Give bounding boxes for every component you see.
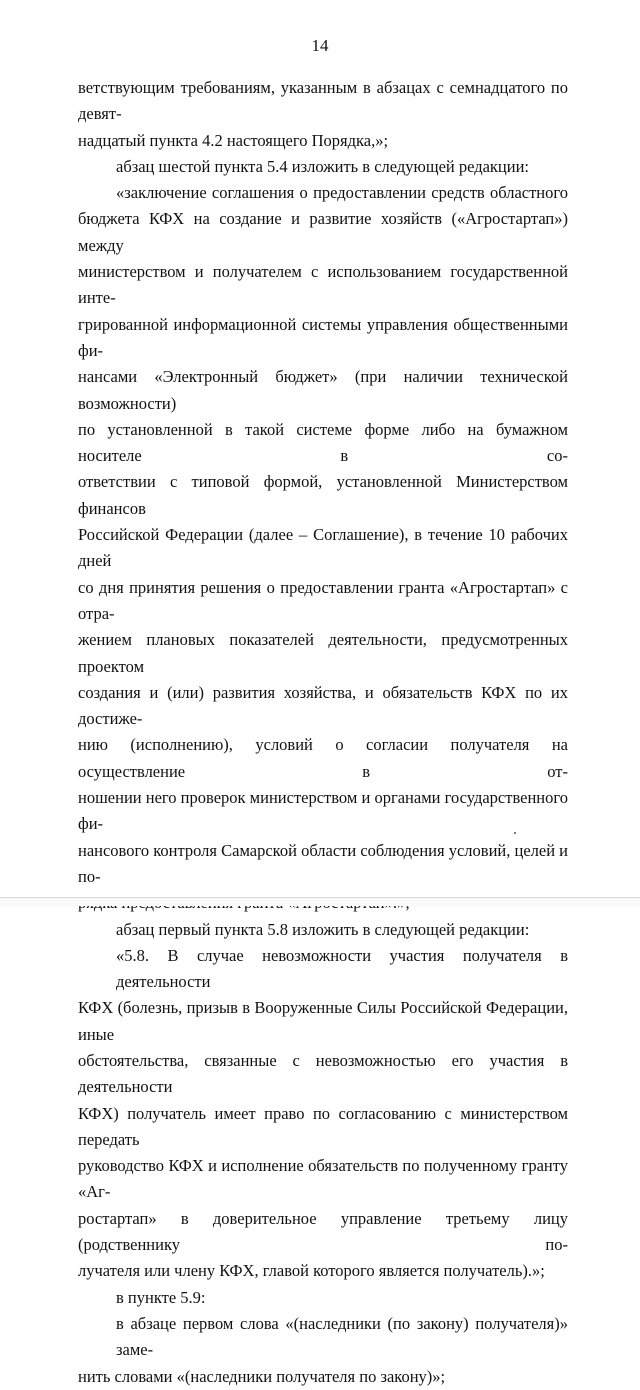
- text-line: обстоятельства, связанные с невозможностью его участия в деятельности: [78, 1050, 568, 1097]
- paragraph: [78, 943, 568, 1285]
- text-line: надцатый пункта 4.2 настоящего Порядка,»;: [78, 130, 389, 150]
- text-line: жением плановых показателей деятельности, предусмотренных проектом: [78, 630, 568, 676]
- text-line: руководство КФХ и исполнение обязательств по полученному гранту «Аг-: [78, 1156, 568, 1202]
- text-line: нансового контроля Самарской области соблюдения условий, целей и по-: [78, 840, 568, 886]
- paragraph: [78, 154, 568, 180]
- paragraph: [78, 1285, 568, 1311]
- text-line: создания и (или) развития хозяйства, и обязательств КФХ по их достиже-: [78, 682, 568, 729]
- paragraph: [78, 917, 568, 943]
- text-line: ростартап» в доверительное управление третьему лицу (родственнику по-: [78, 1208, 568, 1255]
- paragraph: [78, 75, 568, 154]
- text-line: нить словами «(наследники получателя по закону)»;: [78, 1366, 446, 1386]
- text-line: нию (исполнению), условий о согласии получателя на осуществление в от-: [78, 735, 568, 781]
- text-line: ношении него проверок министерством и органами государственного фи-: [78, 788, 568, 834]
- text-line: ветствующим требованиям, указанным в абзацах с семнадцатого по девят-: [78, 78, 568, 124]
- text-line: «5.8. В случае невозможности участия получателя в деятельности: [116, 945, 568, 992]
- document-body: [78, 75, 568, 1390]
- text-line: по установленной в такой системе форме либо на бумажном носителе в со-: [78, 419, 568, 466]
- text-line: в пункте 5.9:: [116, 1287, 206, 1307]
- text-line: абзац шестой пункта 5.4 изложить в следующей редакции:: [116, 156, 530, 176]
- text-line: ответствии с типовой формой, установленной Министерством финансов: [78, 472, 568, 518]
- text-line: Российской Федерации (далее – Соглашение), в течение 10 рабочих дней: [78, 525, 568, 571]
- text-line: в абзаце первом слова «(наследники (по закону) получателя)» заме-: [116, 1313, 568, 1360]
- text-line: министерством и получателем с использованием государственной инте-: [78, 262, 568, 308]
- paragraph: [78, 180, 568, 916]
- text-line: абзац первый пункта 5.8 изложить в следующей редакции:: [116, 919, 530, 939]
- text-line: КФХ (болезнь, призыв в Вооруженные Силы Российской Федерации, иные: [78, 998, 568, 1044]
- text-line: нансами «Электронный бюджет» (при наличии технической возможности): [78, 367, 568, 413]
- text-line: лучателя или члену КФХ, главой которого является получатель).»;: [78, 1261, 545, 1281]
- text-line: грированной информационной системы управления общественными фи-: [78, 314, 568, 360]
- text-line: со дня принятия решения о предоставлении гранта «Агростартап» с отра-: [78, 577, 568, 623]
- scan-speck: [514, 832, 516, 834]
- paragraph: [78, 1311, 568, 1390]
- text-line: «заключение соглашения о предоставлении средств областного: [116, 183, 568, 203]
- text-line: КФХ) получатель имеет право по согласованию с министерством передать: [78, 1103, 568, 1149]
- page-number: 14: [311, 36, 329, 55]
- text-line: бюджета КФХ на создание и развитие хозяйств («Агростартап») между: [78, 209, 568, 255]
